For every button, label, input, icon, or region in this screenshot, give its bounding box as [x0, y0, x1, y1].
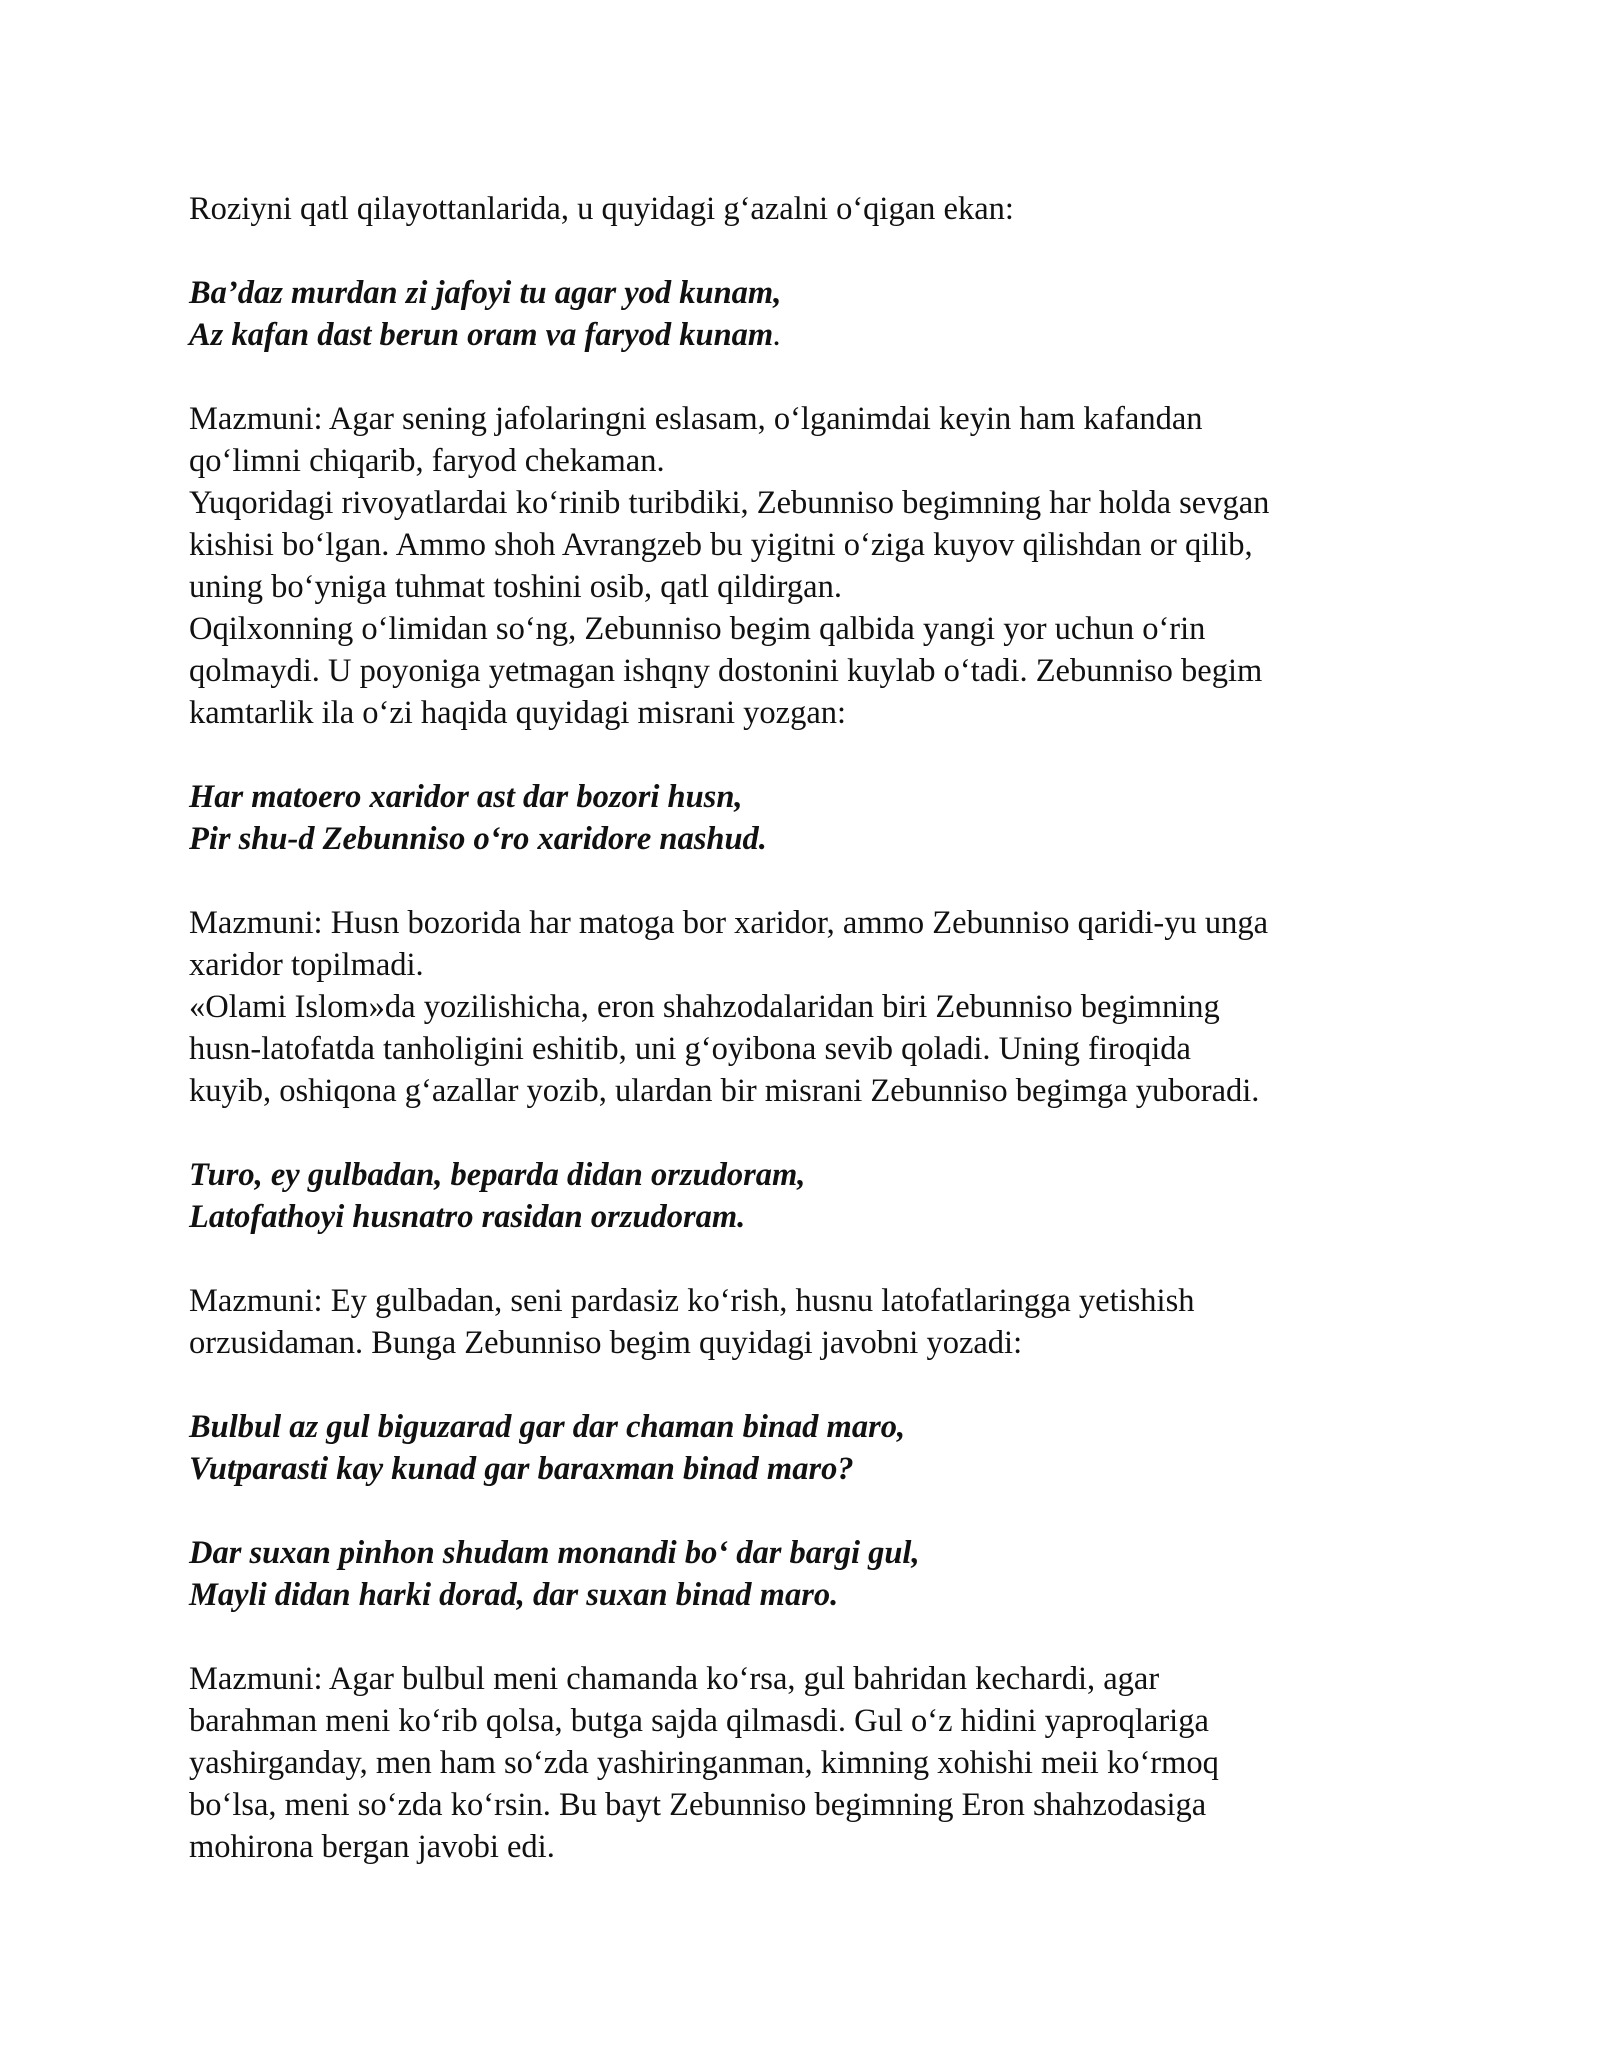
- paragraph-line: orzusidaman. Bunga Zebunniso begim quyidagi javobni yozadi:: [189, 1325, 1023, 1361]
- paragraph-line: Mazmuni: Husn bozorida har matoga bor xaridor, ammo Zebunniso qaridi-yu unga: [189, 905, 1269, 941]
- verse-line-period: .: [773, 317, 782, 353]
- paragraph-line: husn-latofatda tanholigini eshitib, uni g‘oyibona sevib qoladi. Uning firoqida: [189, 1031, 1191, 1067]
- paragraph-line: Mazmuni: Ey gulbadan, seni pardasiz ko‘rish, husnu latofatlaringga yetishish: [189, 1283, 1195, 1319]
- paragraph-line: Mazmuni: Agar sening jafolaringni eslasam, o‘lganimdai keyin ham kafandan: [189, 401, 1203, 437]
- verse-line: Latofathoyi husnatro rasidan orzudoram.: [189, 1199, 746, 1235]
- paragraph-line: barahman meni ko‘rib qolsa, butga sajda qilmasdi. Gul o‘z hidini yaproqlariga: [189, 1703, 1209, 1739]
- verse-line-text: Az kafan dast berun oram va faryod kunam: [189, 317, 774, 353]
- blank-line: [189, 860, 1429, 902]
- blank-line: [189, 1364, 1429, 1406]
- verse-line: Har matoero xaridor ast dar bozori husn,: [189, 779, 743, 815]
- paragraph-line: xaridor topilmadi.: [189, 947, 424, 983]
- paragraph-line: qo‘limni chiqarib, faryod chekaman.: [189, 443, 665, 479]
- blank-line: [189, 1490, 1429, 1532]
- paragraph-line: Mazmuni: Agar bulbul meni chamanda ko‘rsa, gul bahridan kechardi, agar: [189, 1661, 1160, 1697]
- intro-line: Roziyni qatl qilayottanlarida, u quyidagi g‘azalni o‘qigan ekan:: [189, 191, 1014, 227]
- paragraph-line: yashirganday, men ham so‘zda yashiringanman, kimning xohishi meii ko‘rmoq: [189, 1745, 1219, 1781]
- document-body: [189, 188, 1429, 1868]
- verse-line: Turo, ey gulbadan, beparda didan orzudoram,: [189, 1157, 806, 1193]
- paragraph-line: Yuqoridagi rivoyatlardai ko‘rinib turibdiki, Zebunniso begimning har holda sevgan: [189, 485, 1270, 521]
- blank-line: [189, 1112, 1429, 1154]
- paragraph-line: kuyib, oshiqona g‘azallar yozib, ulardan bir misrani Zebunniso begimga yuboradi.: [189, 1073, 1260, 1109]
- blank-line: [189, 1238, 1429, 1280]
- verse-line: Pir shu-d Zebunniso o‘ro xaridore nashud.: [189, 821, 767, 857]
- paragraph-line: qolmaydi. U poyoniga yetmagan ishqny dostonini kuylab o‘tadi. Zebunniso begim: [189, 653, 1263, 689]
- blank-line: [189, 356, 1429, 398]
- blank-line: [189, 734, 1429, 776]
- verse-line: Vutparasti kay kunad gar baraxman binad maro?: [189, 1451, 854, 1487]
- paragraph-line: uning bo‘yniga tuhmat toshini osib, qatl qildirgan.: [189, 569, 842, 605]
- paragraph-line: Oqilxonning o‘limidan so‘ng, Zebunniso begim qalbida yangi yor uchun o‘rin: [189, 611, 1206, 647]
- verse-line: Ba’daz murdan zi jafoyi tu agar yod kunam,: [189, 275, 782, 311]
- paragraph-line: mohirona bergan javobi edi.: [189, 1829, 555, 1865]
- blank-line: [189, 1616, 1429, 1658]
- verse-line: Dar suxan pinhon shudam monandi bo‘ dar bargi gul,: [189, 1535, 920, 1571]
- paragraph-line: kamtarlik ila o‘zi haqida quyidagi misrani yozgan:: [189, 695, 847, 731]
- verse-line: Bulbul az gul biguzarad gar dar chaman binad maro,: [189, 1409, 906, 1445]
- paragraph-line: bo‘lsa, meni so‘zda ko‘rsin. Bu bayt Zebunniso begimning Eron shahzodasiga: [189, 1787, 1207, 1823]
- blank-line: [189, 230, 1429, 272]
- paragraph-line: «Olami Islom»da yozilishicha, eron shahzodalaridan biri Zebunniso begimning: [189, 989, 1220, 1025]
- paragraph-line: kishisi bo‘lgan. Ammo shoh Avrangzeb bu yigitni o‘ziga kuyov qilishdan or qilib,: [189, 527, 1253, 563]
- verse-line: Mayli didan harki dorad, dar suxan binad maro.: [189, 1577, 839, 1613]
- verse-line: [189, 314, 1429, 356]
